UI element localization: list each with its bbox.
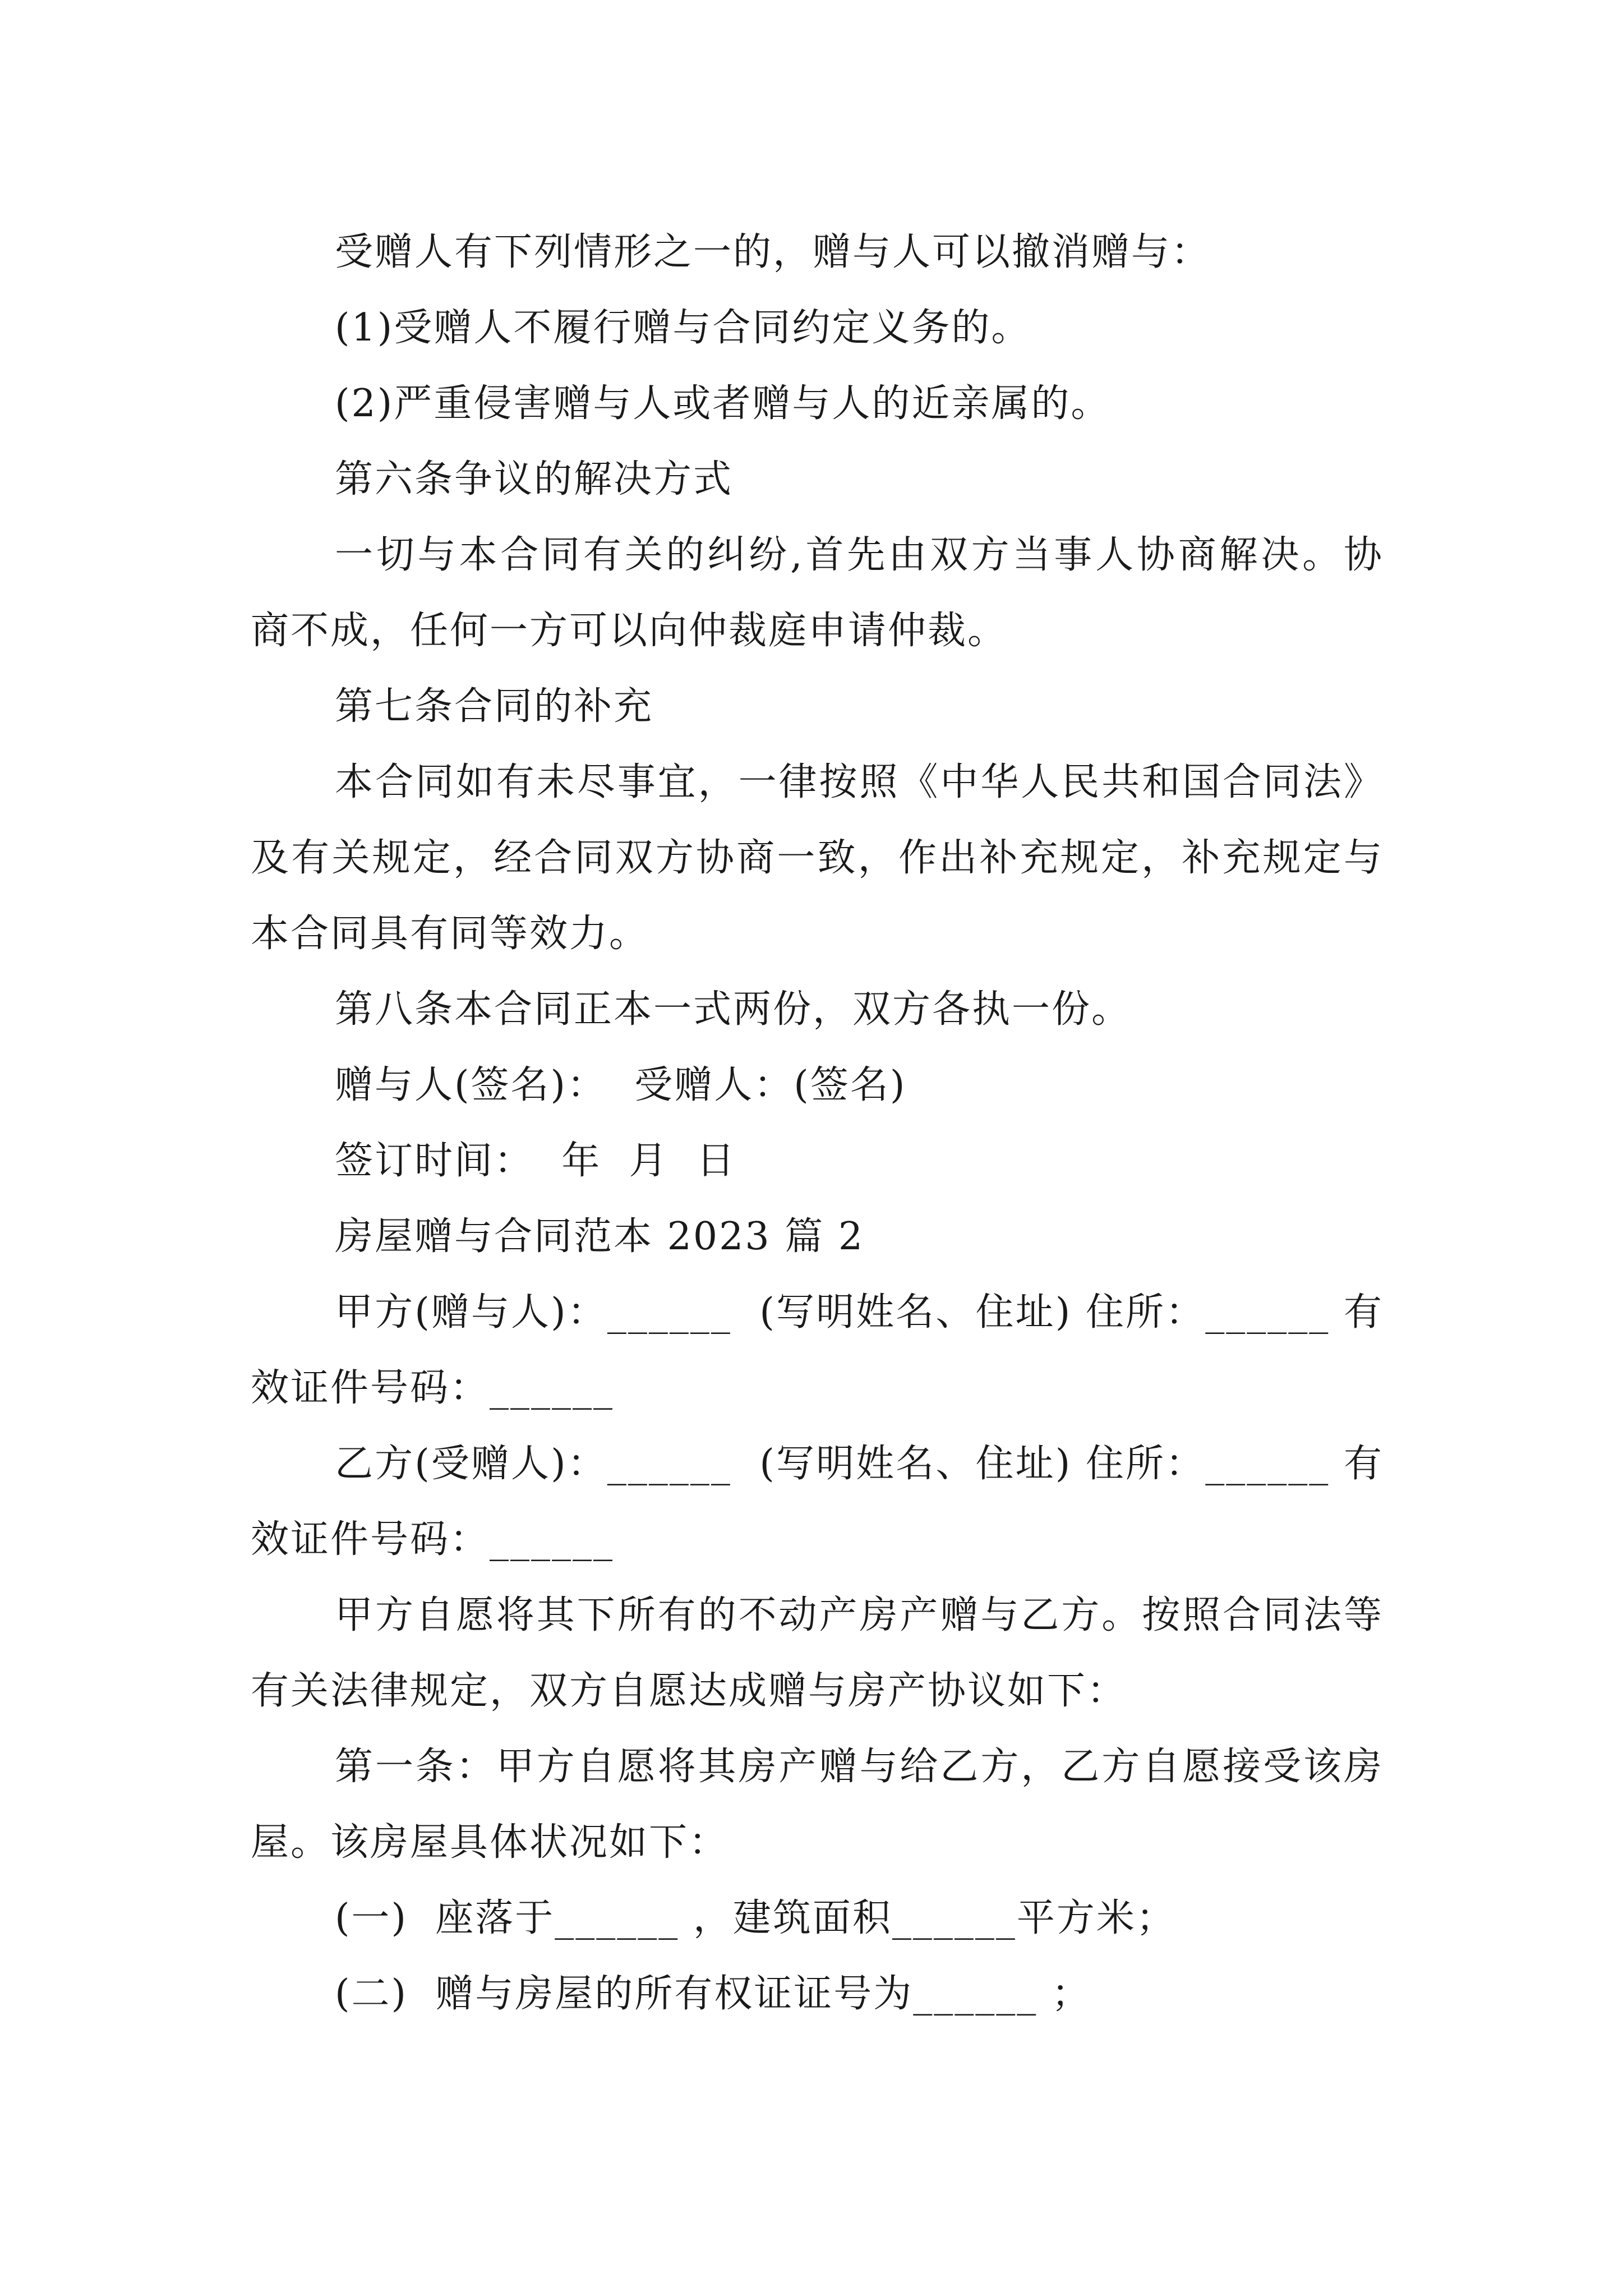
signature-line: 赠与人(签名)： 受赠人：(签名) xyxy=(335,1063,907,1107)
property-item-1: (一) 座落于______ ，建筑面积______平方米； xyxy=(335,1896,1176,1940)
gift-intent-paragraph: 甲方自愿将其下所有的不动产房产赠与乙方。按照合同法等有关法律规定，双方自愿达成赠与房产协议如下： xyxy=(251,1593,1384,1713)
section-title-2: 房屋赠与合同范本 2023 篇 2 xyxy=(335,1214,865,1259)
revocation-item-1: (1)受赠人不履行赠与合同约定义务的。 xyxy=(335,306,1031,350)
revocation-item-2: (2)严重侵害赠与人或者赠与人的近亲属的。 xyxy=(335,381,1111,426)
article-8: 第八条本合同正本一式两份，双方各执一份。 xyxy=(335,987,1132,1032)
revocation-intro: 受赠人有下列情形之一的，赠与人可以撤消赠与： xyxy=(335,230,1211,274)
article-6-body: 一切与本合同有关的纠纷,首先由双方当事人协商解决。协商不成，任何一方可以向仲裁庭申请仲裁。 xyxy=(251,533,1384,653)
signing-date-line: 签订时间： 年 月 日 xyxy=(335,1139,736,1183)
article-1-paragraph: 第一条：甲方自愿将其房产赠与给乙方，乙方自愿接受该房屋。该房屋具体状况如下： xyxy=(251,1745,1384,1865)
property-item-2: (二) 赠与房屋的所有权证证号为______ ； xyxy=(335,1972,1091,2016)
party-a-line: 甲方(赠与人)：______ (写明姓名、住址) 住所：______ 有效证件号码：______ xyxy=(251,1290,1384,1410)
article-7-heading: 第七条合同的补充 xyxy=(335,684,654,729)
article-6-heading: 第六条争议的解决方式 xyxy=(335,457,734,501)
party-b-line: 乙方(受赠人)：______ (写明姓名、住址) 住所：______ 有效证件号码：______ xyxy=(251,1442,1384,1562)
article-7-body: 本合同如有未尽事宜，一律按照《中华人民共和国合同法》及有关规定，经合同双方协商一致，作出补充规定，补充规定与本合同具有同等效力。 xyxy=(251,760,1384,956)
contract-body xyxy=(251,214,1384,2032)
